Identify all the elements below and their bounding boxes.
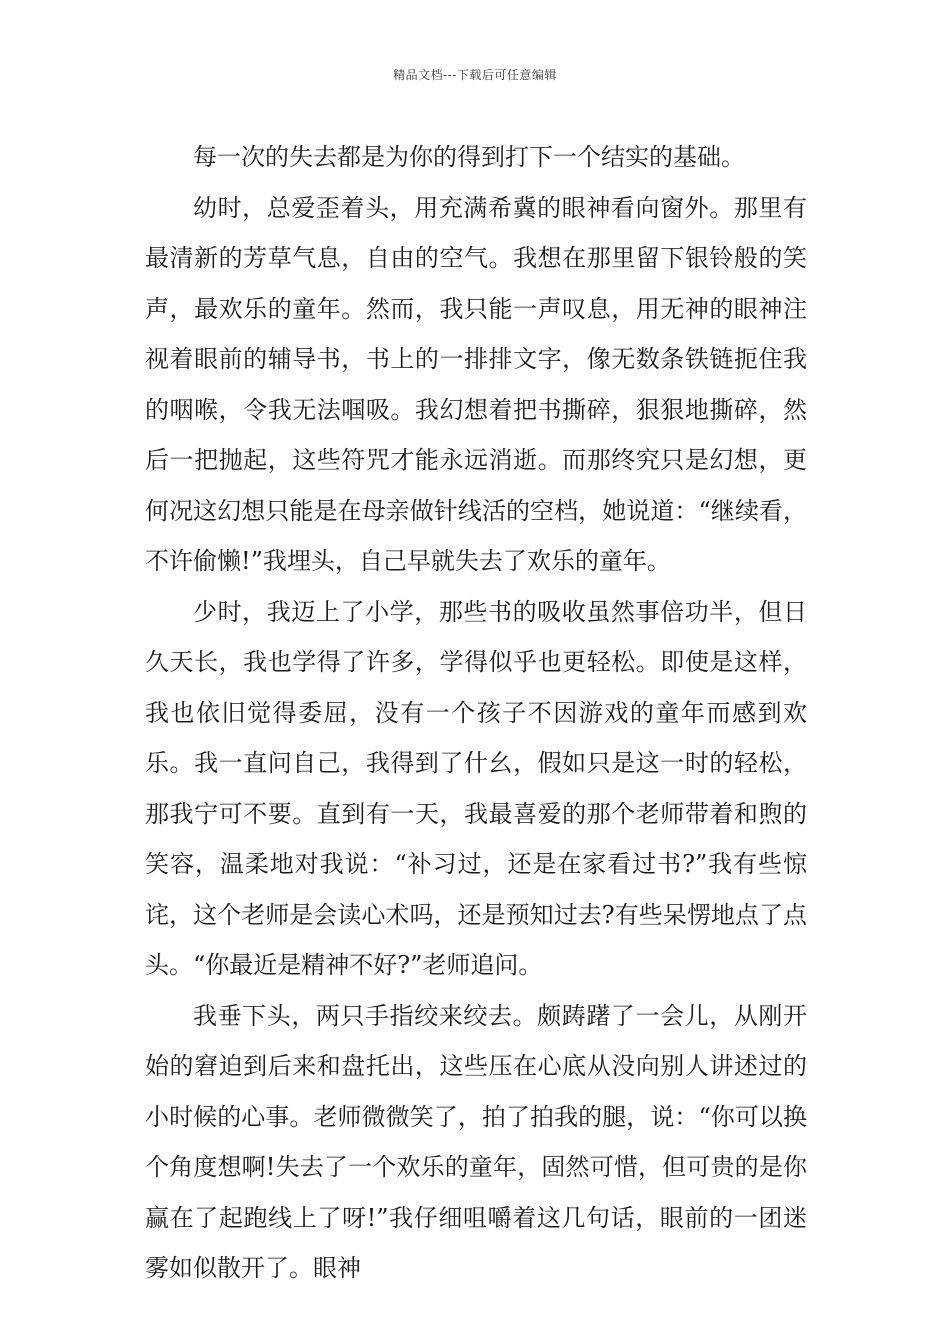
paragraph-2: 幼时，总爱歪着头，用充满希冀的眼神看向窗外。那里有最清新的芳草气息，自由的空气。我想在那里留下银铃般的笑声，最欢乐的童年。然而，我只能一声叹息，用无神的眼神注视着眼前的辅导书，书上的一排排文字，像无数条铁链扼住我的咽喉，令我无法啯吸。我幻想着把书撕碎，狠狠地撕碎，然后一把抛起，这些符咒才能永远消逝。而那终究只是幻想，更何况这幻想只能是在母亲做针线活的空档，她说道：“继续看，不许偷懒!”我埋头，自己早就失去了欢乐的童年。 [145, 193, 807, 575]
page-header: 精品文档---下载后可任意编辑 [393, 68, 557, 82]
paragraph-4: 我垂下头，两只手指绞来绞去。颇踌躇了一会儿，从刚开始的窘迫到后来和盘托出，这些压在心底从没向别人讲述过的小时候的心事。老师微微笑了，拍了拍我的腿，说：“你可以换个角度想啊!失去了一个欢乐的童年，固然可惜，但可贵的是你赢在了起跑线上了呀!”我仔细咀嚼着这几句话，眼前的一团迷雾如似散开了。眼神 [145, 1001, 807, 1282]
paragraph-3: 少时，我迈上了小学，那些书的吸收虽然事倍功半，但日久天长，我也学得了许多，学得似乎也更轻松。即使是这样，我也依旧觉得委屈，没有一个孩子不因游戏的童年而感到欢乐。我一直问自己，我得到了什幺，假如只是这一时的轻松，那我宁可不要。直到有一天，我最喜爱的那个老师带着和煦的笑容，温柔地对我说：“补习过，还是在家看过书?”我有些惊诧，这个老师是会读心术吗，还是预知过去?有些呆愣地点了点头。“你最近是精神不好?”老师追问。 [145, 597, 807, 979]
paragraph-1: 每一次的失去都是为你的得到打下一个结实的基础。 [193, 143, 745, 171]
document-body [145, 132, 807, 1294]
